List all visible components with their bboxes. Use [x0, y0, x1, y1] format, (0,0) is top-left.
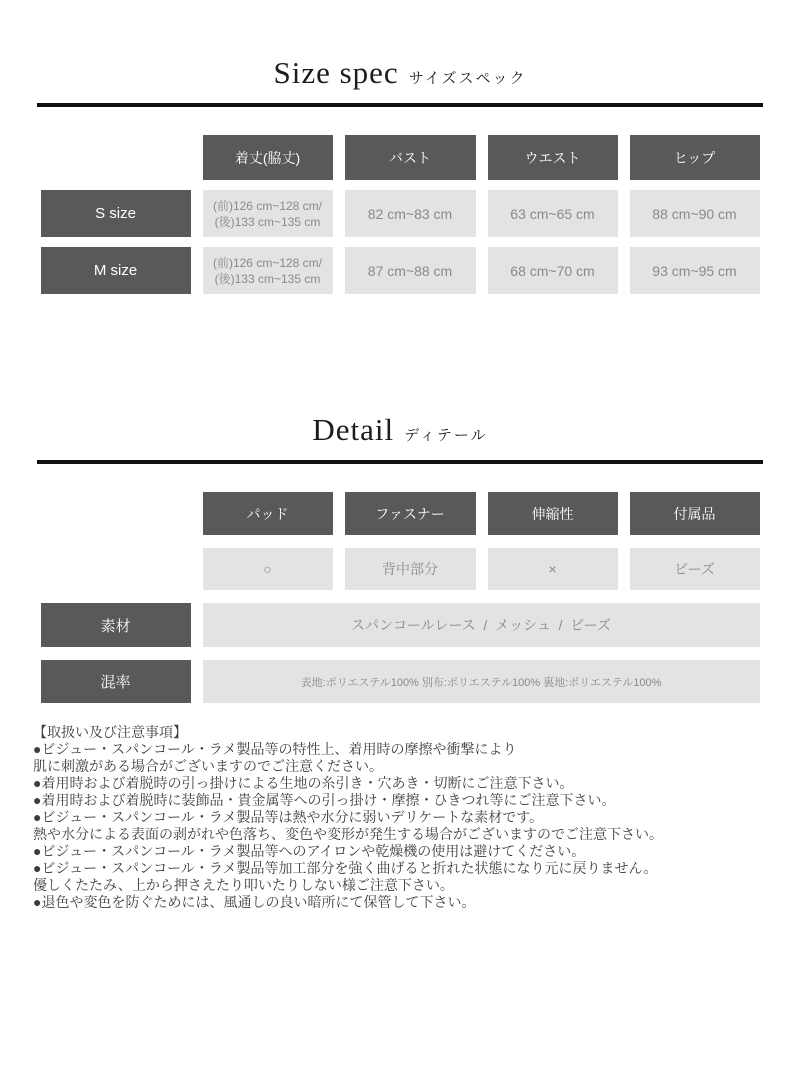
row-header-material: 素材 — [41, 603, 191, 647]
care-notes-heading: 【取扱い及び注意事項】 — [33, 724, 187, 740]
size-table-corner-spacer — [41, 135, 191, 180]
m-size-bust-cell: 87 cm~88 cm — [345, 247, 476, 294]
note-line-5: ●ビジュー・スパンコール・ラメ製品等は熱や水分に弱いデリケートな素材です。 — [33, 809, 544, 825]
s-size-length-front: (前)126 cm~128 cm/ — [212, 198, 323, 213]
note-line-4: ●着用時および着脱時に装飾品・貴金属等への引っ掛け・摩擦・ひきつれ等にご注意下さい。 — [33, 792, 616, 808]
note-line-2: 肌に刺激がある場合がございますのでご注意ください。 — [33, 758, 383, 774]
size-spec-divider — [37, 103, 763, 107]
stretch-value-cell: × — [488, 548, 618, 590]
column-header-fastener: ファスナー — [345, 492, 476, 535]
row-header-s-size: S size — [41, 190, 191, 237]
column-header-bust: バスト — [345, 135, 476, 180]
detail-title-en: Detail — [312, 412, 395, 447]
m-size-length-front: (前)126 cm~128 cm/ — [212, 255, 323, 270]
m-size-length-cell — [203, 247, 333, 294]
accessory-value-cell: ビーズ — [630, 548, 760, 590]
column-header-length: 着丈(脇丈) — [203, 135, 333, 180]
size-spec-title-en: Size spec — [273, 55, 399, 90]
column-header-waist: ウエスト — [488, 135, 618, 180]
pad-value-cell: ○ — [203, 548, 333, 590]
size-spec-table — [41, 135, 760, 294]
size-spec-section — [0, 55, 800, 294]
note-line-6: 熱や水分による表面の剥がれや色落ち、変色や変形が発生する場合がございますのでご注意下さい。 — [33, 826, 663, 842]
care-notes — [0, 724, 800, 911]
row-header-blend: 混率 — [41, 660, 191, 703]
blend-value-cell: 表地:ポリエステル100% 別布:ポリエステル100% 裏地:ポリエステル100% — [203, 660, 760, 703]
detail-title-ja: ディテール — [404, 427, 488, 444]
detail-section — [0, 412, 800, 703]
m-size-hip-cell: 93 cm~95 cm — [630, 247, 760, 294]
s-size-length-back: (後)133 cm~135 cm — [214, 214, 321, 229]
detail-table-corner-spacer — [41, 492, 191, 535]
s-size-hip-cell: 88 cm~90 cm — [630, 190, 760, 237]
note-line-10: ●退色や変色を防ぐためには、風通しの良い暗所にて保管して下さい。 — [33, 894, 476, 910]
detail-title — [0, 412, 800, 452]
note-line-8: ●ビジュー・スパンコール・ラメ製品等加工部分を強く曲げると折れた状態になり元に戻りません。 — [33, 860, 658, 876]
s-size-length-cell — [203, 190, 333, 237]
material-value-cell: スパンコールレース / メッシュ / ビーズ — [203, 603, 760, 647]
column-header-hip: ヒップ — [630, 135, 760, 180]
s-size-bust-cell: 82 cm~83 cm — [345, 190, 476, 237]
size-spec-title-ja: サイズスペック — [408, 70, 527, 87]
detail-table — [41, 492, 760, 703]
m-size-length-back: (後)133 cm~135 cm — [214, 271, 321, 286]
s-size-waist-cell: 63 cm~65 cm — [488, 190, 618, 237]
note-line-1: ●ビジュー・スパンコール・ラメ製品等の特性上、着用時の摩擦や衝撃により — [33, 741, 517, 757]
note-line-7: ●ビジュー・スパンコール・ラメ製品等へのアイロンや乾燥機の使用は避けてください。 — [33, 843, 586, 859]
column-header-accessory: 付属品 — [630, 492, 760, 535]
column-header-stretch: 伸縮性 — [488, 492, 618, 535]
row-header-m-size: M size — [41, 247, 191, 294]
column-header-pad: パッド — [203, 492, 333, 535]
note-line-3: ●着用時および着脱時の引っ掛けによる生地の糸引き・穴あき・切断にご注意下さい。 — [33, 775, 574, 791]
fastener-value-cell: 背中部分 — [345, 548, 476, 590]
m-size-waist-cell: 68 cm~70 cm — [488, 247, 618, 294]
detail-divider — [37, 460, 763, 464]
detail-value-row-spacer — [41, 548, 191, 590]
size-spec-title — [0, 55, 800, 95]
note-line-9: 優しくたたみ、上から押さえたり叩いたりしない様ご注意下さい。 — [33, 877, 454, 893]
